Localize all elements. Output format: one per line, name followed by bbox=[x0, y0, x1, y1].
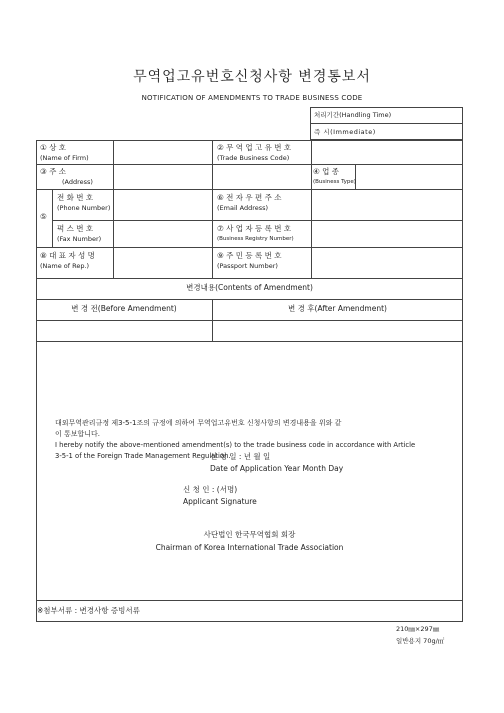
business-type-label: ④ 업 종 (Business Type) bbox=[313, 167, 356, 185]
statement-english: I hereby notify the above-mentioned amendment(s) to the trade business code in accordance with Article 3-5-1 of the Foreign Trade Management Regulation. bbox=[55, 441, 416, 460]
registry-label: ⑦ 사 업 자 등 록 번 호 (Business Registry Number) bbox=[217, 224, 294, 242]
phone-label: 전 화 번 호 (Phone Number) bbox=[57, 193, 111, 212]
application-date: 신 청 일 : 년 월 일 Date of Application Year Month Day bbox=[210, 452, 344, 473]
passport-label: ⑨ 주 민 등 록 번 호 (Passport Number) bbox=[217, 251, 282, 270]
firm-name-label: ① 상 호 (Name of Firm) bbox=[40, 143, 89, 162]
form-subtitle: NOTIFICATION OF AMENDMENTS TO TRADE BUSINESS CODE bbox=[141, 94, 363, 102]
contact-number-marker: ⑤ bbox=[40, 212, 47, 221]
after-amendment-label: 변 경 후(After Amendment) bbox=[288, 304, 387, 313]
before-amendment-label: 변 경 전(Before Amendment) bbox=[71, 304, 177, 313]
applicant-signature: 신 청 인 : (서명) Applicant Signature bbox=[183, 485, 257, 506]
form-title: 무역업고유번호신청사항 변경통보서 bbox=[133, 69, 371, 85]
attachments-note: ※첨부서류 : 변경사항 증빙서류 bbox=[37, 606, 140, 615]
email-label: ⑥ 전 자 우 편 주 소 (Email Address) bbox=[217, 193, 282, 212]
handling-value: 즉 시(Immediate) bbox=[314, 128, 376, 136]
handling-label: 처리기간(Handling Time) bbox=[314, 111, 392, 119]
issuing-organization: 사단법인 한국무역협회 회장 Chairman of Korea International Trade Association bbox=[155, 530, 344, 552]
representative-label: ⑧ 대 표 자 성 명 (Name of Rep.) bbox=[40, 251, 95, 270]
trade-code-label: ② 무 역 업 고 유 번 호 (Trade Business Code) bbox=[217, 143, 292, 162]
paper-weight: 일반용지 70g/㎡ bbox=[396, 637, 445, 645]
statement-korean: 대외무역관리규정 제3-5-1조의 규정에 의하여 무역업고유번호 신청사항의 변경내용을 위와 같 이 통보합니다. bbox=[55, 419, 342, 438]
paper-size: 210㎜×297㎜ bbox=[396, 625, 440, 633]
fax-label: 퍽 스 번 호 (Fax Number) bbox=[57, 224, 102, 243]
amendment-header: 변경내용(Contents of Amendment) bbox=[186, 283, 313, 292]
address-label: ③ 주 소 (Address) bbox=[40, 167, 93, 186]
